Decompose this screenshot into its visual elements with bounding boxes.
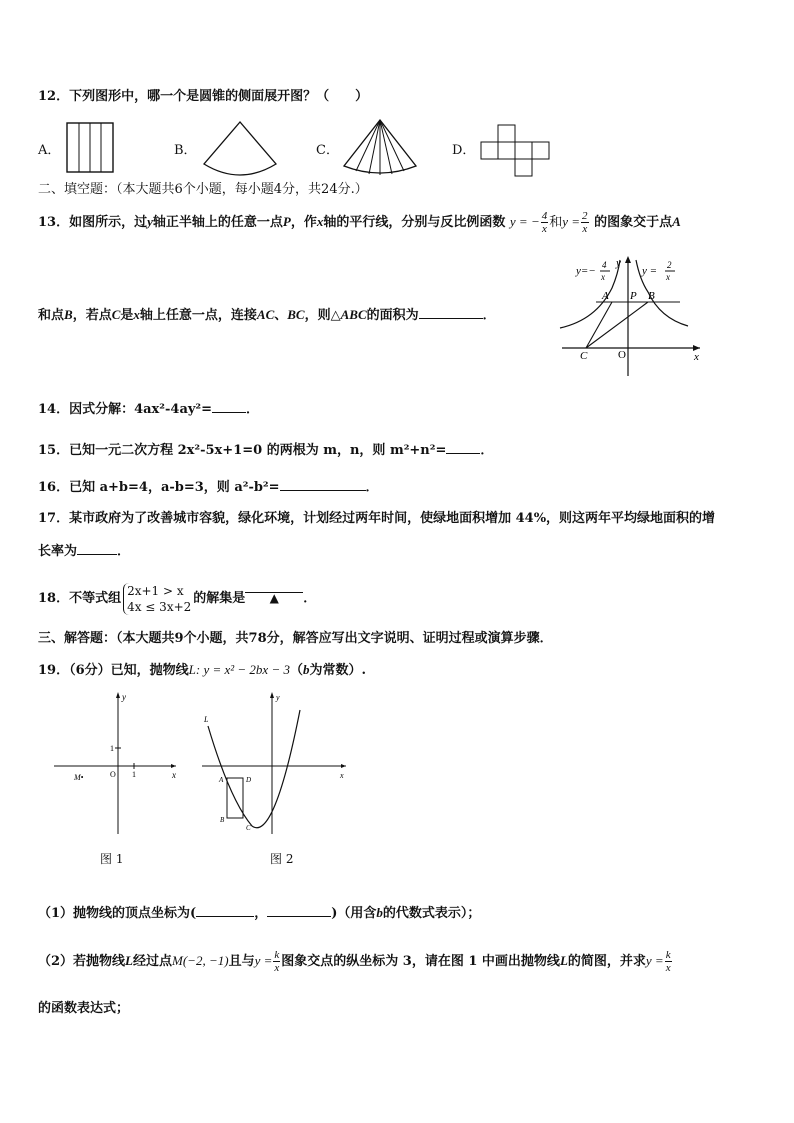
q16-answer-blank[interactable] [280, 478, 366, 491]
point-c-label: C [580, 350, 588, 362]
q16-end: ． [365, 480, 379, 495]
func-2-fraction [581, 210, 589, 235]
q13-hyperbola-figure [556, 252, 706, 382]
separator: 、 [274, 308, 288, 323]
fig2-y-label: y [276, 693, 280, 702]
label-right-num: 2 [667, 260, 672, 270]
func-1-numerator: 4 [541, 210, 548, 222]
q19-part-1 [38, 904, 480, 923]
section-3-heading: 三、解答题：（本大题共9个小题，共78分，解答应写出文字说明、证明过程或演算步骤． [38, 631, 553, 646]
point-a-label: A [602, 290, 609, 302]
q19-p1-text: )（用含 [331, 906, 377, 921]
q15-answer-blank[interactable] [446, 441, 480, 454]
func-1-denominator: x [542, 223, 547, 235]
func-k-denominator: x [665, 962, 671, 974]
origin-label: O [618, 349, 626, 361]
option-b-sector-figure [200, 120, 280, 176]
q13-text: ，则△ [304, 308, 341, 323]
var-x: x [133, 307, 140, 322]
label-right-func: y = [642, 265, 658, 277]
q14-text: 14．因式分解：4ax²-4ay²= [38, 402, 213, 417]
q19-figure-2-parabola [200, 690, 350, 838]
fig1-point-m: M• [74, 773, 84, 782]
x-axis-label: x [694, 351, 699, 363]
q18-end: ． [303, 591, 317, 606]
q13-text: 13．如图所示，过 [38, 215, 148, 230]
inequality-system [123, 583, 191, 615]
func-k-fraction [273, 949, 280, 974]
vertex-x-blank[interactable] [196, 904, 254, 917]
triangle-mark-icon: ▲ [269, 591, 279, 605]
segment-bc: BC [287, 307, 305, 322]
inequality-2: 4x ≤ 3x+2 [127, 599, 192, 614]
q13-text: 和点 [38, 308, 65, 323]
q17-text: 长率为 [38, 544, 78, 559]
func-2-numerator: 2 [582, 210, 588, 222]
fig2-x-label: x [340, 771, 344, 780]
var-p: P [282, 214, 291, 229]
q16-text: 16．已知 a+b=4，a-b=3，则 a²-b²= [38, 480, 280, 495]
fig1-one-y: 1 [110, 744, 114, 753]
fig2-point-a: A [219, 776, 224, 784]
fig2-point-d: D [246, 776, 252, 784]
q15 [38, 441, 493, 460]
var-x: x [316, 214, 324, 229]
func-k-numerator: k [665, 949, 671, 961]
fig2-point-b: B [220, 816, 225, 824]
q13-text: 轴上任意一点，连接 [139, 308, 257, 323]
var-b: b [303, 662, 310, 677]
q13-text: 轴正半轴上的任意一点 [152, 215, 283, 230]
q19-stem [38, 661, 366, 680]
var-c: C [111, 307, 121, 322]
q12-option-c-label[interactable]: C． [316, 143, 339, 158]
q17-line-1: 17．某市政府为了改善城市容貌，绿化环境，计划经过两年时间，使绿地面积增加 44%，则这两年平均绿地面积的增 [38, 511, 716, 526]
q12-option-d-label[interactable]: D． [452, 143, 476, 158]
fig2-label-l: L [204, 715, 209, 724]
var-y: y [147, 214, 153, 229]
q15-end: ． [480, 443, 494, 458]
q19-part-2-line-1 [38, 946, 673, 977]
q19-intro: 19．（6分）已知，抛物线 [38, 663, 189, 678]
q13-end: ． [482, 308, 496, 323]
label-left-den: x [601, 272, 605, 282]
q13-text: 轴的平行线，分别与反比例函数 [323, 215, 506, 230]
q16 [38, 478, 379, 497]
q19-p1-text: （1）抛物线的顶点坐标为( [38, 906, 197, 921]
q13-text: 的图象交于点 [594, 215, 673, 230]
q13-answer-blank[interactable] [419, 306, 483, 319]
segment-ac: AC [256, 307, 275, 322]
q15-text: 15．已知一元二次方程 2x²-5x+1=0 的两根为 m，n，则 m²+n²= [38, 443, 447, 458]
var-l: L [559, 953, 568, 968]
q13-text: 是 [120, 308, 134, 323]
q19-p2-text: 图象交点的纵坐标为 3，请在图 1 中画出抛物线 [281, 954, 560, 969]
y-axis-label: y [616, 257, 621, 269]
q18 [38, 580, 316, 617]
q14-end: ． [246, 402, 260, 417]
q17-end: ． [117, 544, 131, 559]
q18-after: 的解集是 [193, 591, 246, 606]
q14 [38, 400, 259, 419]
func-1-fraction [541, 210, 549, 235]
label-left-num: 4 [602, 260, 607, 270]
section-2-heading: 二、填空题：（本大题共6个小题，每小题4分，共24分.） [38, 182, 368, 197]
q19-part-2-line-2: 的函数表达式； [38, 1001, 130, 1016]
point-m-coords: M(−2, −1) [172, 953, 229, 968]
q19-const: 为常数）. [309, 663, 367, 678]
q12-stem: 12．下列图形中，哪一个是圆锥的侧面展开图？（ ） [38, 89, 369, 104]
q19-paren: （ [289, 663, 303, 678]
inequality-1: 2x+1 > x [127, 583, 184, 598]
func-k-lhs: y = [645, 953, 664, 968]
point-p-label: P [630, 290, 637, 302]
q13-line-1 [38, 208, 681, 237]
func-1-lhs: y = − [509, 214, 540, 229]
var-l: L [125, 953, 133, 968]
var-b: B [64, 307, 73, 322]
q19-p1-text: 的代数式表示）； [382, 906, 481, 921]
vertex-y-blank[interactable] [267, 904, 331, 917]
q13-text: 的面积为 [366, 308, 419, 323]
fig2-point-c: C [246, 824, 251, 832]
option-d-cube-net-figure [480, 124, 552, 178]
var-a: A [672, 214, 681, 229]
func-2-lhs: y = [562, 214, 581, 229]
q13-line-2 [38, 306, 496, 325]
q14-answer-blank[interactable] [212, 400, 246, 413]
option-c-pyramid-net-figure [340, 118, 420, 176]
q19-p2-text: 经过点 [133, 954, 173, 969]
q18-text: 18．不等式组 [38, 591, 122, 606]
var-b: b [376, 905, 383, 920]
label-left-func: y=− [576, 265, 596, 277]
triangle-abc: ABC [340, 307, 367, 322]
comma: ， [254, 906, 268, 921]
q17-answer-blank[interactable] [77, 542, 117, 555]
func-k-lhs: y = [254, 953, 273, 968]
q13-text: ，作 [290, 215, 317, 230]
and-text: 和 [549, 215, 563, 230]
option-a-rectangle-strip-figure [66, 122, 116, 174]
label-right-den: x [666, 272, 670, 282]
figure-1-caption: 图 1 [100, 852, 124, 866]
q12-option-a-label[interactable]: A． [38, 143, 61, 158]
q19-p2-text: 的简图，并求 [567, 954, 646, 969]
figure-2-caption: 图 2 [270, 852, 294, 866]
q19-p2-text: 且与 [228, 954, 255, 969]
fig1-x-label: x [172, 770, 176, 780]
point-b-label: B [648, 290, 655, 302]
q19-p2-text: （2）若抛物线 [38, 954, 126, 969]
func-2-denominator: x [582, 223, 588, 235]
q17-line-2 [38, 542, 130, 561]
fig1-y-label: y [122, 692, 126, 702]
fig1-one-x: 1 [132, 770, 136, 779]
func-k-denominator: x [274, 962, 280, 974]
q19-figure-1-axes [52, 690, 182, 838]
parabola-formula: L: y = x² − 2bx − 3 [188, 662, 290, 677]
q18-answer-blank[interactable] [245, 580, 303, 605]
q13-text: ，若点 [72, 308, 112, 323]
q12-option-b-label[interactable]: B． [174, 143, 197, 158]
func-k-fraction [665, 949, 672, 974]
func-k-numerator: k [274, 949, 280, 961]
fig1-origin: O [110, 770, 116, 779]
